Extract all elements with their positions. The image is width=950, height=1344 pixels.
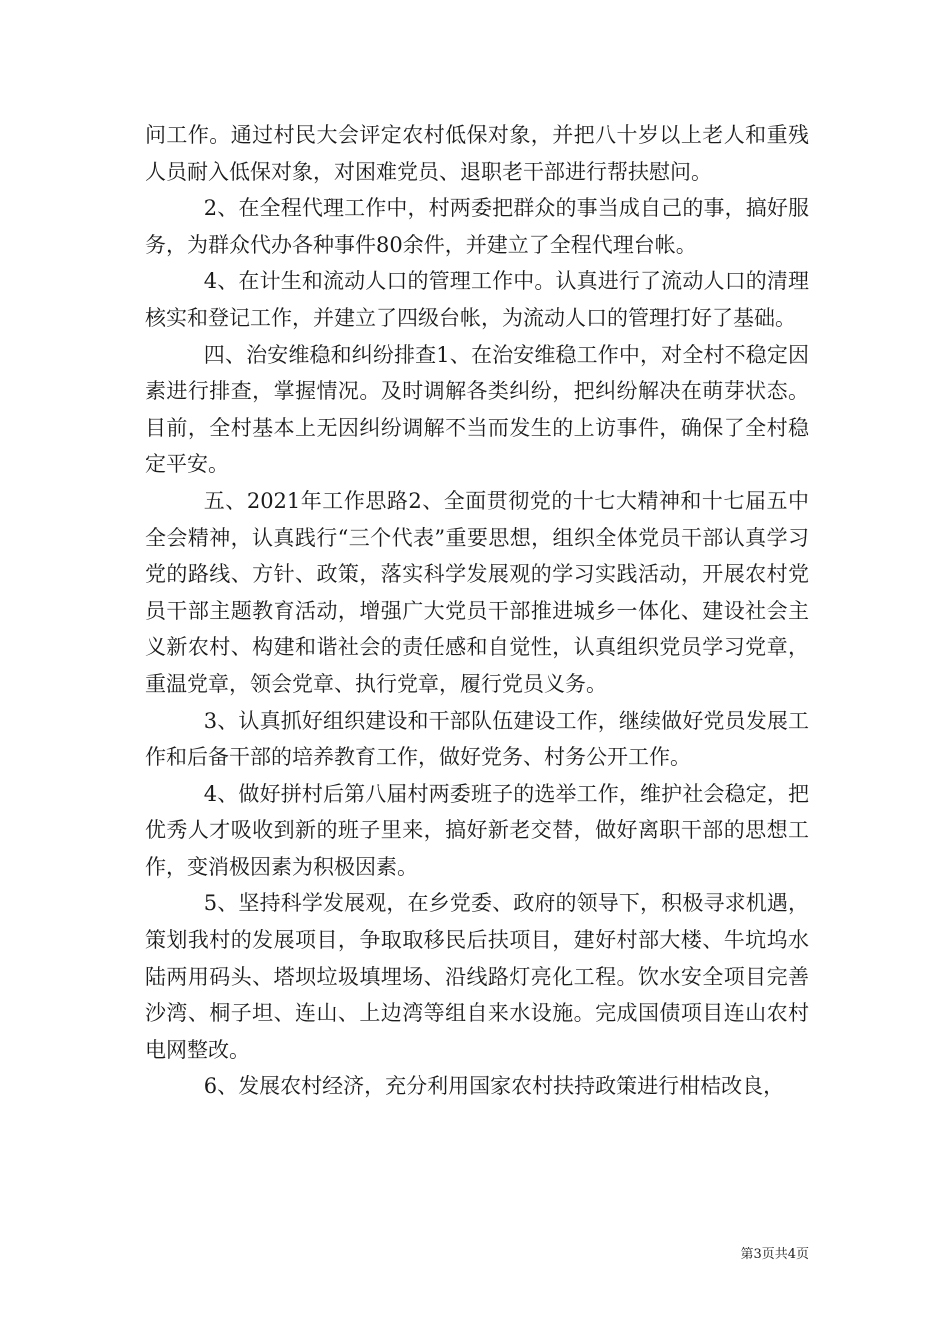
paragraph-6: 3、认真抓好组织建设和干部队伍建设工作，继续做好党员发展工作和后备干部的培养教育工作，做好党务、村务公开工作。 — [145, 708, 809, 770]
paragraph-7: 4、做好拼村后第八届村两委班子的选举工作，维护社会稳定，把优秀人才吸收到新的班子里来，搞好新老交替，做好离职干部的思想工作，变消极因素为积极因素。 — [145, 781, 809, 879]
paragraph-2: 2、在全程代理工作中，村两委把群众的事当成自己的事，搞好服务，为群众代办各种事件80余件，并建立了全程代理台帐。 — [145, 196, 809, 257]
document-body — [145, 117, 809, 1105]
paragraph-9: 6、发展农村经济，充分利用国家农村扶持政策进行柑桔改良， — [203, 1074, 785, 1099]
paragraph-4: 四、治安维稳和纠纷排查1、在治安维稳工作中，对全村不稳定因素进行排查，掌握情况。及时调解各类纠纷，把纠纷解决在萌芽状态。目前，全村基本上无因纠纷调解不当而发生的上访事件，确保了全村稳定平安。 — [145, 342, 809, 477]
paragraph-5: 五、2021年工作思路2、全面贯彻党的十七大精神和十七届五中全会精神，认真践行“三个代表”重要思想，组织全体党员干部认真学习党的路线、方针、政策，落实科学发展观的学习实践活动，开展农村党员干部主题教育活动，增强广大党员干部推进城乡一体化、建设社会主义新农村、构建和谐社会的责任感和自觉性，认真组织党员学习党章，重温党章，领会党章、执行党章，履行党员义务。 — [145, 488, 809, 696]
paragraph-8: 5、坚持科学发展观，在乡党委、政府的领导下，积极寻求机遇，策划我村的发展项目，争取取移民后扶项目，建好村部大楼、牛坑坞水陆两用码头、塔坝垃圾填埋场、沿线路灯亮化工程。饮水安全项目完善沙湾、桐子坦、连山、上边湾等组自来水设施。完成国债项目连山农村电网整改。 — [145, 891, 809, 1062]
page-number: 第3页共4页 — [740, 1247, 809, 1262]
paragraph-3: 4、在计生和流动人口的管理工作中。认真进行了流动人口的清理核实和登记工作，并建立了四级台帐，为流动人口的管理打好了基础。 — [145, 269, 809, 330]
paragraph-1: 问工作。通过村民大会评定农村低保对象，并把八十岁以上老人和重残人员耐入低保对象，对困难党员、退职老干部进行帮扶慰问。 — [145, 123, 809, 184]
